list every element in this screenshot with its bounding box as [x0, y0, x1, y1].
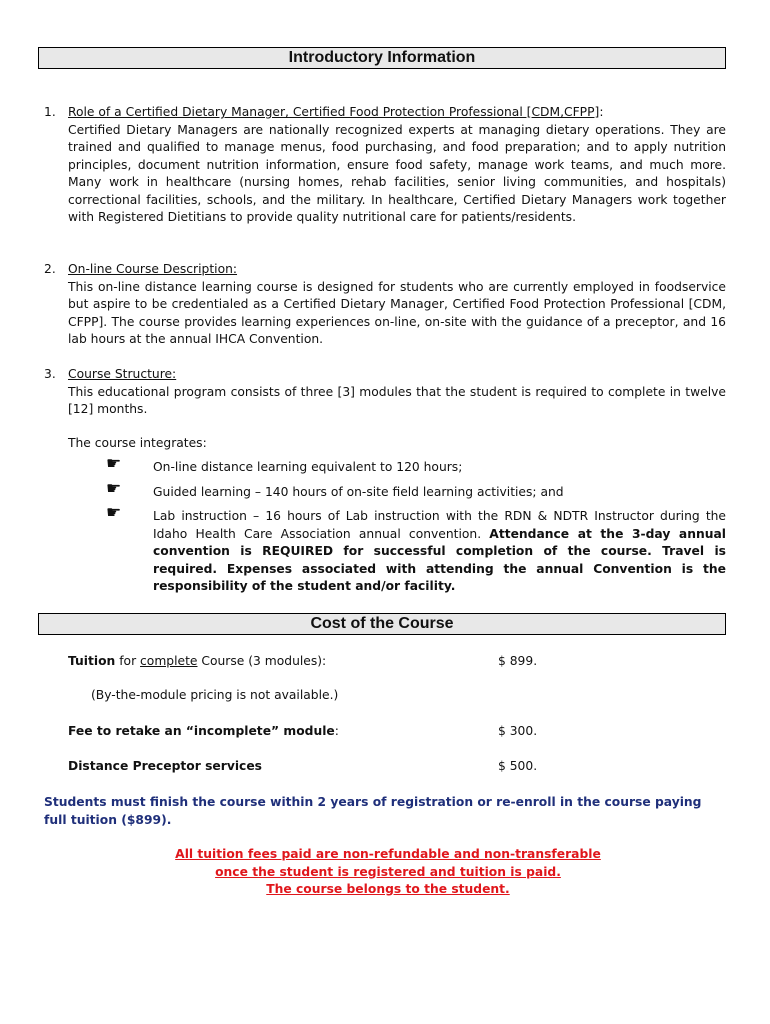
pointing-hand-icon: ☛ — [106, 454, 122, 474]
item-title: Role of a Certified Dietary Manager, Certified Food Protection Professional [CDM,CFPP] — [68, 105, 600, 119]
item-title-suffix: : — [599, 105, 604, 119]
cost-amount: $ 300. — [498, 724, 538, 738]
cost-label: Distance Preceptor services — [68, 759, 263, 773]
item-number: 2. — [44, 262, 56, 276]
cost-label — [68, 723, 339, 740]
intro-section-header: Introductory Information — [38, 47, 726, 69]
refund-line: All tuition fees paid are non-refundable and non-transferable — [175, 847, 601, 861]
cost-section-header: Cost of the Course — [38, 613, 726, 635]
cost-amount: $ 899. — [498, 654, 538, 668]
refund-line: once the student is registered and tuition is paid. — [215, 864, 561, 879]
item-title: On-line Course Description: — [68, 262, 238, 276]
tuition-for: for — [115, 654, 141, 668]
tuition-bold: Tuition — [68, 654, 116, 668]
tuition-complete: complete — [140, 654, 198, 668]
retake-label: Fee to retake an “incomplete” module — [68, 724, 335, 738]
bullet-text-plain: Lab instruction – 16 hours of Lab instruction with the RDN & NDTR Instructor during the Idaho Health Care Association annual convention. — [153, 509, 726, 541]
refund-line: The course belongs to the student. — [266, 882, 510, 896]
tuition-rest: Course (3 modules): — [197, 654, 327, 668]
bullet-text: Guided learning – 140 hours of on-site field learning activities; and — [153, 485, 564, 499]
retake-colon: : — [334, 724, 339, 738]
bullet-text — [153, 508, 726, 596]
item-title-wrap — [68, 104, 603, 122]
bullet-text: On-line distance learning equivalent to 120 hours; — [153, 460, 463, 474]
item-title: Course Structure: — [68, 367, 177, 381]
item-body: This educational program consists of three [3] modules that the student is required to complete in twelve [12] months. — [68, 384, 726, 416]
completion-deadline-notice: Students must finish the course within 2 years of registration or re-enroll in the course paying full tuition ($899). — [44, 795, 702, 827]
item-number: 1. — [44, 105, 56, 119]
item-number: 3. — [44, 367, 56, 381]
pointing-hand-icon: ☛ — [106, 503, 122, 523]
pointing-hand-icon: ☛ — [106, 479, 122, 499]
pricing-note: (By-the-module pricing is not available.) — [91, 688, 339, 702]
item-body: This on-line distance learning course is designed for students who are currently employed in foodservice but aspire to be credentialed as a Certified Dietary Manager, Certified Food Protection Professional [CDM, CFPP]. The course provides learning experiences on-line, on-site with the guidance of a preceptor, and 16 lab hours at the annual IHCA Convention. — [68, 279, 726, 346]
cost-label — [68, 653, 326, 670]
refund-policy-notice — [38, 846, 738, 899]
bullet-text-bold: Attendance at the 3-day annual convention is REQUIRED for successful completion of the course. Travel is required. Expenses associated with attending the annual Convention is the responsibility of the student and/or facility. — [153, 526, 726, 593]
course-integrates-label: The course integrates: — [68, 436, 207, 450]
item-body: Certified Dietary Managers are nationally recognized experts at managing dietary operations. They are trained and qualified to manage menus, food purchasing, and food preparation; and to apply nutrition principles, document nutrition information, ensure food safety, manage work teams, and much more. Many work in healthcare (nursing homes, rehab facilities, senior living communities, and hospitals) correctional facilities, schools, and the military. In healthcare, Certified Dietary Managers work together with Registered Dietitians to provide quality nutritional care for patients/residents. — [68, 122, 726, 224]
cost-amount: $ 500. — [498, 759, 538, 773]
